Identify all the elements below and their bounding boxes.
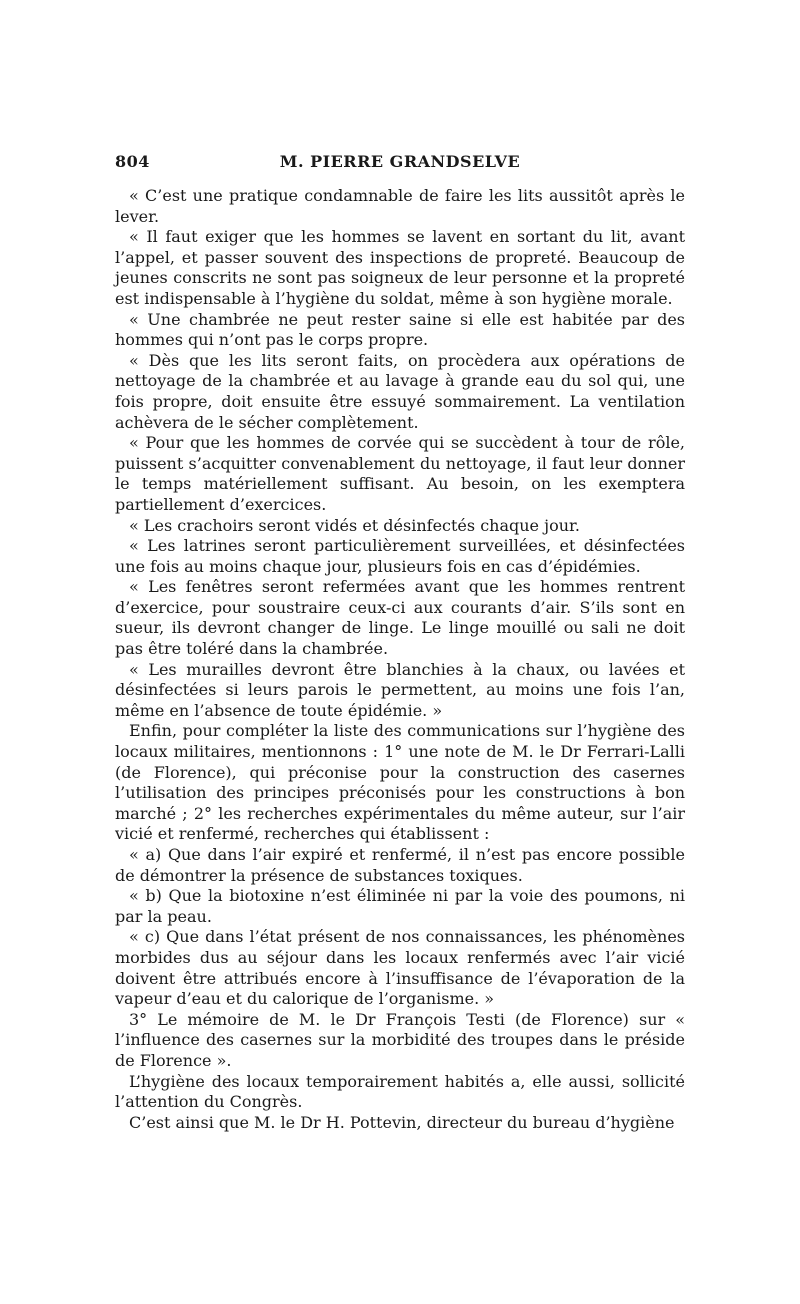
paragraph: « Une chambrée ne peut rester saine si elle est habitée par des hommes qui n’ont pas le corps propre. <box>115 309 685 350</box>
paragraph: « Les fenêtres seront refermées avant que les hommes rentrent d’exercice, pour soustraire ceux-ci aux courants d’air. S’ils sont en sueur, ils devront changer de linge. Le linge mouillé ou sali ne doit pas être toléré dans la chambrée. <box>115 577 685 659</box>
paragraph: « C’est une pratique condamnable de faire les lits aussitôt après le lever. <box>115 186 685 226</box>
paragraph: C’est ainsi que M. le Dr H. Pottevin, directeur du bureau d’hygiène <box>129 1112 675 1132</box>
paragraph: « Les murailles devront être blanchies à la chaux, ou lavées et désinfectées si leurs parois le permettent, au moins une fois l’an, même en l’absence de toute épidémie. » <box>115 659 685 720</box>
paragraph: 3° Le mémoire de M. le Dr François Testi (de Florence) sur « l’influence des casernes sur la morbidité des troupes dans le préside de Florence ». <box>115 1009 685 1070</box>
paragraph: « a) Que dans l’air expiré et renfermé, il n’est pas encore possible de démontrer la présence de substances toxiques. <box>115 845 685 885</box>
paragraph: « b) Que la biotoxine n’est éliminée ni par la voie des poumons, ni par la peau. <box>115 886 685 926</box>
paragraph: « Il faut exiger que les hommes se lavent en sortant du lit, avant l’appel, et passer souvent des inspections de propreté. Beaucoup de jeunes conscrits ne sont pas soigneux de leur personne et la propreté est indispensable à l’hygiène du soldat, même à son hygiène morale. <box>115 227 685 308</box>
paragraph: « Dès que les lits seront faits, on procèdera aux opérations de nettoyage de la chambrée et au lavage à grande eau du sol qui, une fois propre, doit ensuite être essuyé sommairement. La ventilation achèvera de le sécher complètement. <box>115 350 685 432</box>
page-number: 804 <box>115 152 150 171</box>
paragraph: « Les crachoirs seront vidés et désinfectés chaque jour. <box>129 515 580 535</box>
running-title: M. PIERRE GRANDSELVE <box>279 152 521 171</box>
body-text <box>115 186 685 1133</box>
page-header <box>115 152 685 178</box>
paragraph: L’hygiène des locaux temporairement habités a, elle aussi, sollicité l’attention du Congrès. <box>115 1071 685 1112</box>
paragraph: « Pour que les hommes de corvée qui se succèdent à tour de rôle, puissent s’acquitter convenablement du nettoyage, il faut leur donner le temps matériellement suffisant. Au besoin, on les exemptera partiellement d’exercices. <box>115 433 685 514</box>
paragraph: Enfin, pour compléter la liste des communications sur l’hygiène des locaux militaires, mentionnons : 1° une note de M. le Dr Ferrari-Lalli (de Florence), qui préconise pour la construction des casernes l’utilisation des principes préconisés pour les constructions à bon marché ; 2° les recherches expérimentales du même auteur, sur l’air vicié et renfermé, recherches qui établissent : <box>115 721 685 844</box>
paragraph: « Les latrines seront particulièrement surveillées, et désinfectées une fois au moins chaque jour, plusieurs fois en cas d’épidémies. <box>115 536 685 576</box>
paragraph: « c) Que dans l’état présent de nos connaissances, les phénomènes morbides dus au séjour dans les locaux renfermés avec l’air vicié doivent être attribués encore à l’insuffisance de l’évaporation de la vapeur d’eau et du calorique de l’organisme. » <box>115 927 685 1009</box>
book-page <box>115 152 685 1133</box>
